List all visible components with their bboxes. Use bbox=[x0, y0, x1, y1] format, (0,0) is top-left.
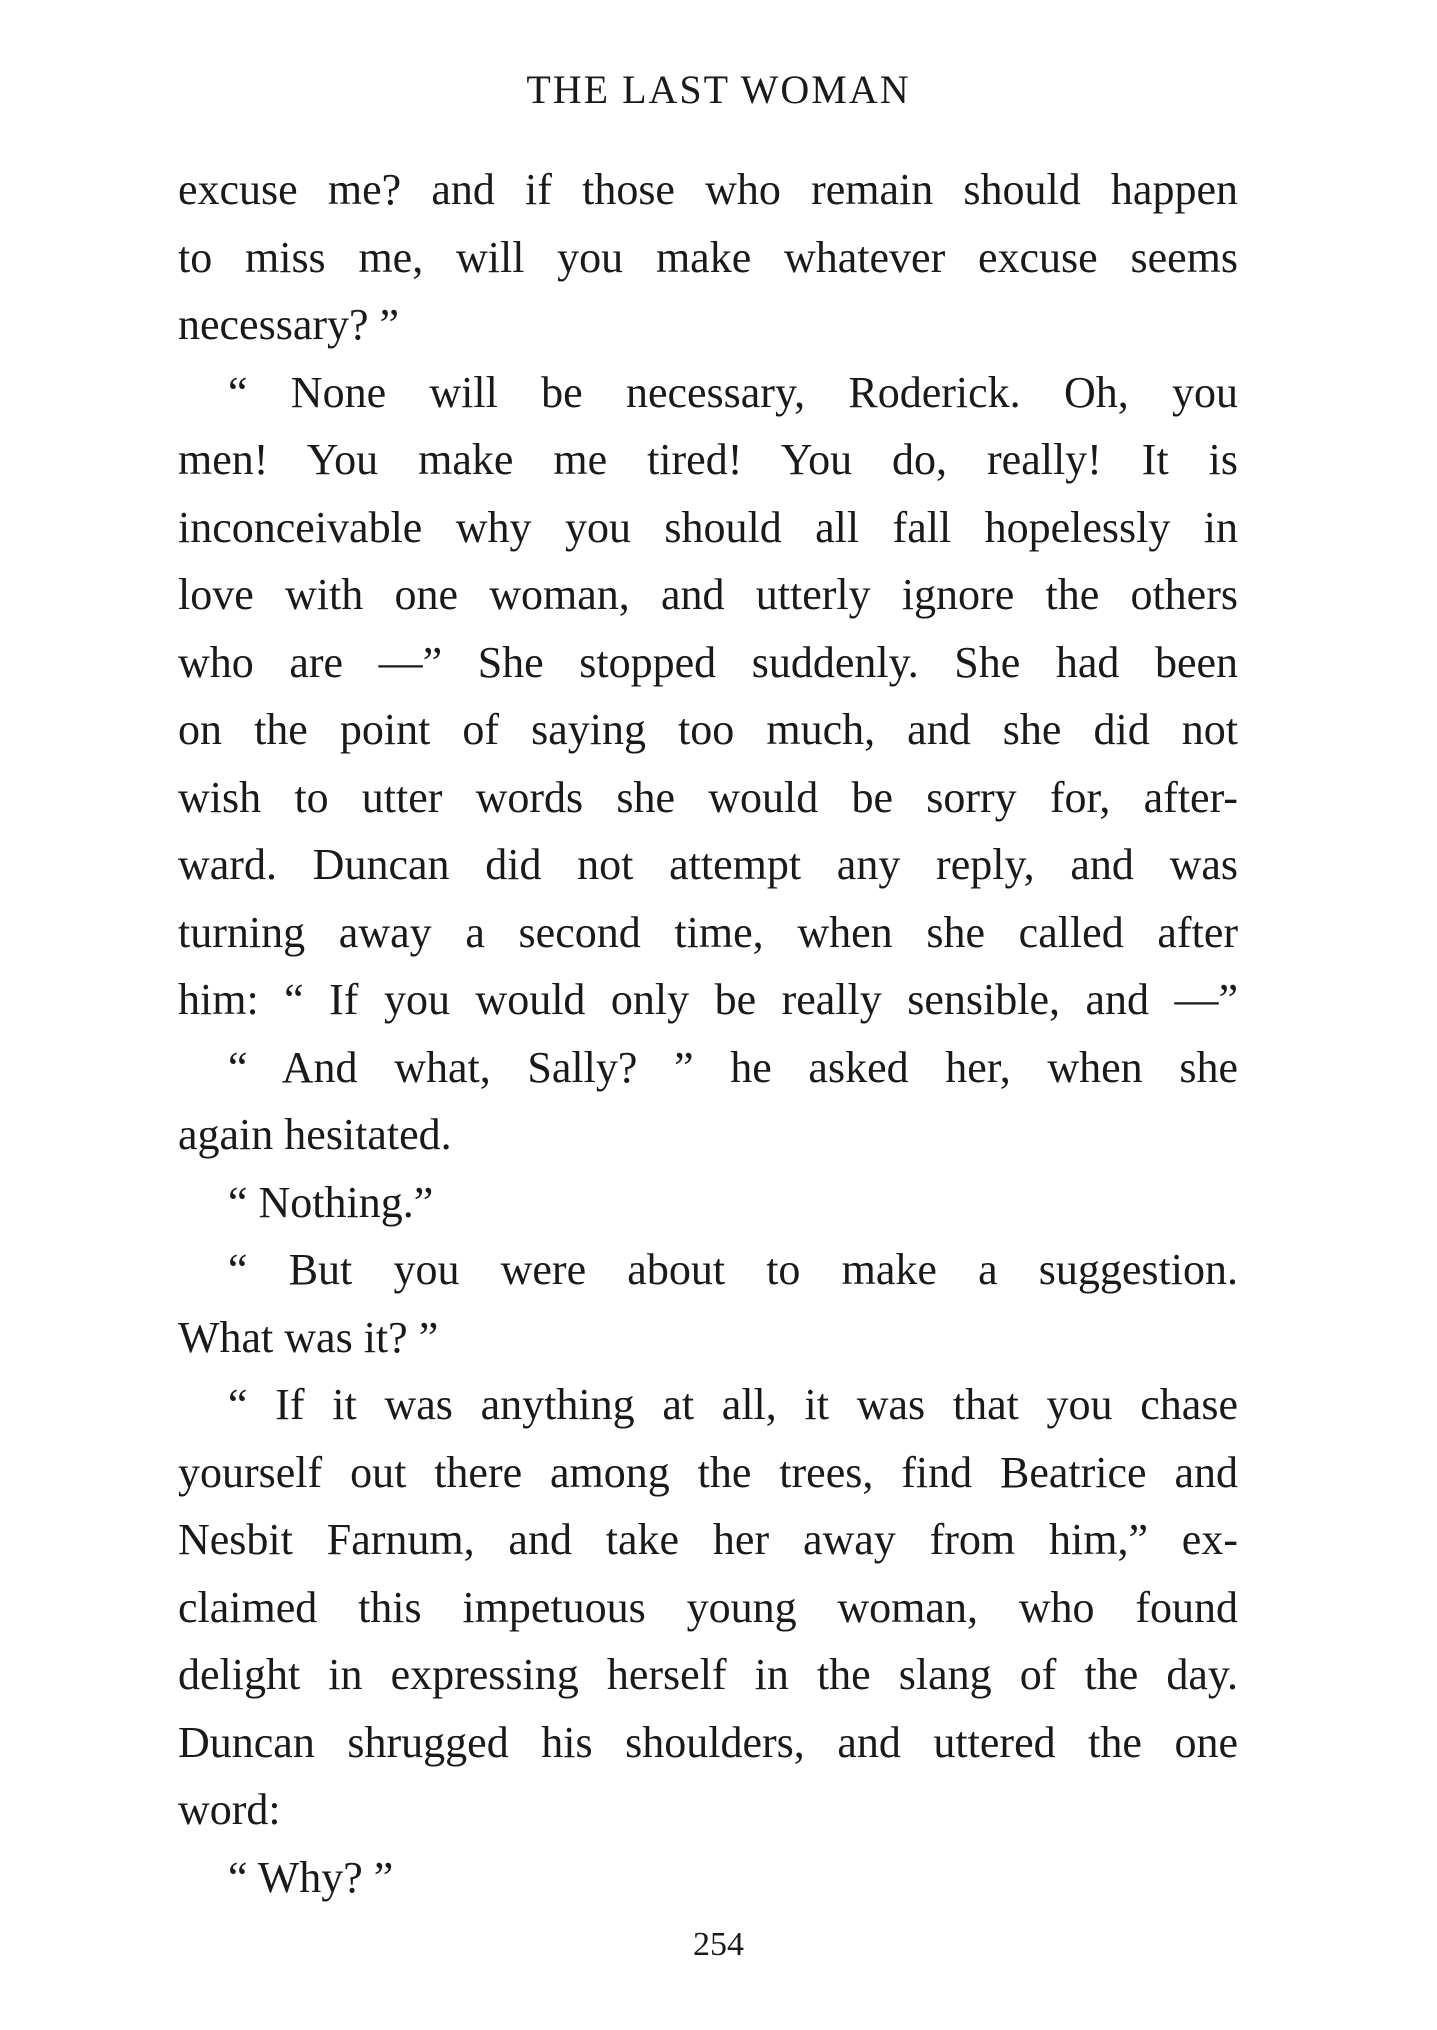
text-line: who are —” She stopped suddenly. She had been bbox=[178, 637, 1238, 687]
text-line: love with one woman, and utterly ignore the others bbox=[178, 570, 1238, 619]
running-head: THE LAST WOMAN bbox=[526, 67, 911, 112]
text-line: turning away a second time, when she called after bbox=[178, 907, 1238, 957]
page-number: 254 bbox=[693, 1926, 744, 1963]
text-line: “ But you were about to make a suggestion. bbox=[228, 1245, 1238, 1294]
text-line: to miss me, will you make whatever excuse seems bbox=[178, 232, 1238, 282]
text-line: wish to utter words she would be sorry for, after- bbox=[178, 772, 1238, 822]
text-line: again hesitated. bbox=[178, 1110, 452, 1159]
text-line: men! You make me tired! You do, really! It is bbox=[178, 435, 1238, 484]
text-line: ward. Duncan did not attempt any reply, and was bbox=[178, 840, 1238, 889]
text-line: him: “ If you would only be really sensible, and —” bbox=[178, 975, 1238, 1024]
text-line: word: bbox=[178, 1785, 281, 1834]
text-line: excuse me? and if those who remain should happen bbox=[178, 165, 1238, 214]
text-line: “ If it was anything at all, it was that you chase bbox=[228, 1380, 1238, 1429]
text-line: delight in expressing herself in the slang of the day. bbox=[178, 1650, 1238, 1699]
text-line: necessary? ” bbox=[178, 300, 400, 349]
text-line: “ None will be necessary, Roderick. Oh, you bbox=[228, 367, 1238, 417]
text-line: on the point of saying too much, and she did not bbox=[178, 705, 1238, 754]
body-text bbox=[178, 156, 1238, 1911]
text-line: “ Nothing.” bbox=[228, 1177, 434, 1227]
text-line: “ Why? ” bbox=[228, 1852, 394, 1902]
text-line: What was it? ” bbox=[178, 1312, 439, 1362]
text-line: yourself out there among the trees, find Beatrice and bbox=[178, 1447, 1238, 1497]
text-line: inconceivable why you should all fall hopelessly in bbox=[178, 502, 1238, 552]
text-line: Nesbit Farnum, and take her away from him,” ex- bbox=[178, 1515, 1238, 1564]
text-line: “ And what, Sally? ” he asked her, when she bbox=[228, 1042, 1238, 1092]
text-line: claimed this impetuous young woman, who found bbox=[178, 1582, 1238, 1632]
text-line: Duncan shrugged his shoulders, and uttered the one bbox=[178, 1717, 1238, 1767]
